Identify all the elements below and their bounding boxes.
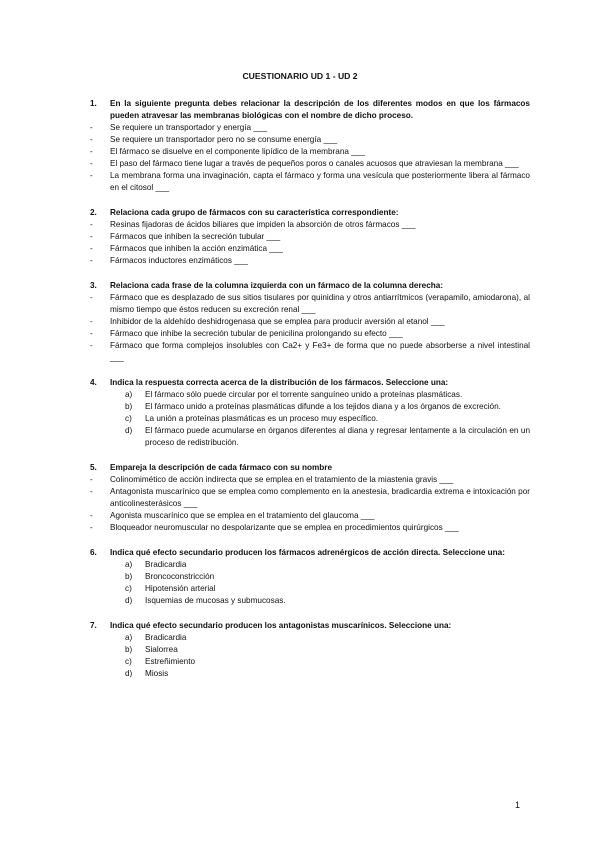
option-text: Broncoconstricción bbox=[145, 572, 215, 581]
question-4 bbox=[90, 377, 530, 449]
question-5 bbox=[90, 462, 530, 534]
option-text: Bradicardia bbox=[145, 560, 187, 569]
question-text: Relaciona cada grupo de fármacos con su característica correspondiente: bbox=[110, 208, 399, 217]
answer-option bbox=[90, 571, 530, 583]
option-letter: b) bbox=[125, 645, 133, 654]
option-letter: b) bbox=[125, 402, 133, 411]
option-text: La unión a proteínas plasmáticas es un proceso muy específico. bbox=[145, 414, 379, 423]
list-item: - Fármacos inductores enzimáticos ___ bbox=[90, 255, 530, 267]
question-heading bbox=[90, 620, 530, 632]
answer-option bbox=[90, 668, 530, 680]
question-6 bbox=[90, 547, 530, 607]
option-letter: d) bbox=[125, 669, 133, 678]
question-text: En la siguiente pregunta debes relacionar la descripción de los diferentes modos en que los fármacos pueden atravesar las membranas biológicas con el nombre de dicho proceso. bbox=[110, 99, 530, 120]
page-title: CUESTIONARIO UD 1 - UD 2 bbox=[242, 71, 358, 81]
list-item: - La membrana forma una invaginación, capta el fármaco y forma una vesícula que posteriormente libera al fármaco en el citosol ___ bbox=[90, 170, 530, 194]
list-item: - Fármaco que es desplazado de sus sitios tisulares por quinidina y otros antiarrítmicos (verapamilo, amiodarona), al mismo tiempo que éstos reducen su excreción renal ___ bbox=[90, 292, 530, 316]
option-list bbox=[90, 559, 530, 607]
list-item: - Fármaco que forma complejos insolubles con Ca2+ y Fe3+ de forma que no puede absorberse a nivel intestinal ___ bbox=[90, 340, 530, 364]
list-item: - Resinas fijadoras de ácidos biliares que impiden la absorción de otros fármacos ___ bbox=[90, 219, 530, 231]
list-item: - Bloqueador neuromuscular no despolarizante que se emplea en procedimientos quirúrgicos ___ bbox=[90, 522, 530, 534]
question-heading bbox=[90, 462, 530, 474]
option-text: Isquemias de mucosas y submucosas. bbox=[145, 596, 286, 605]
list-item: - Se requiere un transportador pero no se consume energía ___ bbox=[90, 134, 530, 146]
question-text: Indica qué efecto secundario producen los fármacos adrenérgicos de acción directa. Seleccione una: bbox=[110, 548, 505, 557]
question-number: 4. bbox=[90, 378, 97, 387]
option-list bbox=[90, 632, 530, 680]
list-item: - Fármaco que inhibe la secreción tubular de penicilina prolongando su efecto ___ bbox=[90, 328, 530, 340]
option-list bbox=[90, 389, 530, 449]
list-item: - Antagonista muscarínico que se emplea como complemento en la anestesia, bradicardia extrema e intoxicación por anticolinesterásicos ___ bbox=[90, 486, 530, 510]
answer-option bbox=[90, 644, 530, 656]
list-item: - Colinomimético de acción indirecta que se emplea en el tratamiento de la miastenia gravis ___ bbox=[90, 474, 530, 486]
answer-option bbox=[90, 389, 530, 401]
question-number: 5. bbox=[90, 463, 97, 472]
answer-option bbox=[90, 583, 530, 595]
option-text: Miosis bbox=[145, 669, 169, 678]
option-letter: d) bbox=[125, 426, 133, 435]
question-number: 6. bbox=[90, 548, 97, 557]
option-letter: a) bbox=[125, 390, 133, 399]
question-heading bbox=[90, 98, 530, 122]
answer-option bbox=[90, 559, 530, 571]
item-list bbox=[90, 292, 530, 364]
answer-option bbox=[90, 425, 530, 449]
option-letter: a) bbox=[125, 633, 133, 642]
question-text: Indica qué efecto secundario producen los antagonistas muscarínicos. Seleccione una: bbox=[110, 621, 452, 630]
answer-option bbox=[90, 595, 530, 607]
option-letter: b) bbox=[125, 572, 133, 581]
option-letter: d) bbox=[125, 596, 133, 605]
question-number: 2. bbox=[90, 208, 97, 217]
page-number: 1 bbox=[515, 800, 521, 810]
option-text: Bradicardia bbox=[145, 633, 187, 642]
option-text: El fármaco unido a proteínas plasmáticas difunde a los tejidos diana y a los órganos de excreción. bbox=[145, 402, 501, 411]
list-item: - El fármaco se disuelve en el componente lipídico de la membrana ___ bbox=[90, 146, 530, 158]
question-1 bbox=[90, 98, 530, 194]
item-list bbox=[90, 219, 530, 267]
answer-option bbox=[90, 656, 530, 668]
question-number: 7. bbox=[90, 621, 97, 630]
questions-container bbox=[90, 98, 530, 693]
item-list bbox=[90, 474, 530, 534]
question-7 bbox=[90, 620, 530, 680]
question-heading bbox=[90, 280, 530, 292]
question-number: 1. bbox=[90, 99, 97, 108]
option-text: El fármaco sólo puede circular por el torrente sanguíneo unido a proteínas plasmáticas. bbox=[145, 390, 463, 399]
list-item: - El paso del fármaco tiene lugar a través de pequeños poros o canales acuosos que atraviesan la membrana ___ bbox=[90, 158, 530, 170]
answer-option bbox=[90, 413, 530, 425]
option-text: Hipotensión arterial bbox=[145, 584, 216, 593]
option-text: Estreñimiento bbox=[145, 657, 196, 666]
option-text: Sialorrea bbox=[145, 645, 178, 654]
option-letter: c) bbox=[125, 657, 132, 666]
question-3 bbox=[90, 280, 530, 364]
option-letter: a) bbox=[125, 560, 133, 569]
question-heading bbox=[90, 207, 530, 219]
list-item: - Se requiere un transportador y energía ___ bbox=[90, 122, 530, 134]
item-list bbox=[90, 122, 530, 194]
question-text: Empareja la descripción de cada fármaco con su nombre bbox=[110, 463, 333, 472]
question-heading bbox=[90, 377, 530, 389]
question-text: Indica la respuesta correcta acerca de la distribución de los fármacos. Seleccione una: bbox=[110, 378, 449, 387]
list-item: - Agonista muscarínico que se emplea en el tratamiento del glaucoma ___ bbox=[90, 510, 530, 522]
list-item: - Inhibidor de la aldehído deshidrogenasa que se emplea para producir aversión al etanol ___ bbox=[90, 316, 530, 328]
option-letter: c) bbox=[125, 584, 132, 593]
list-item: - Fármacos que inhiben la acción enzimática ___ bbox=[90, 243, 530, 255]
question-text: Relaciona cada frase de la columna izquierda con un fármaco de la columna derecha: bbox=[110, 281, 444, 290]
answer-option bbox=[90, 632, 530, 644]
option-text: El fármaco puede acumularse en órganos diferentes al diana y regresar lentamente a la circulación en un proceso de redistribución. bbox=[145, 426, 530, 447]
list-item: - Fármacos que inhiben la secreción tubular ___ bbox=[90, 231, 530, 243]
question-number: 3. bbox=[90, 281, 97, 290]
question-heading bbox=[90, 547, 530, 559]
answer-option bbox=[90, 401, 530, 413]
option-letter: c) bbox=[125, 414, 132, 423]
question-2 bbox=[90, 207, 530, 267]
